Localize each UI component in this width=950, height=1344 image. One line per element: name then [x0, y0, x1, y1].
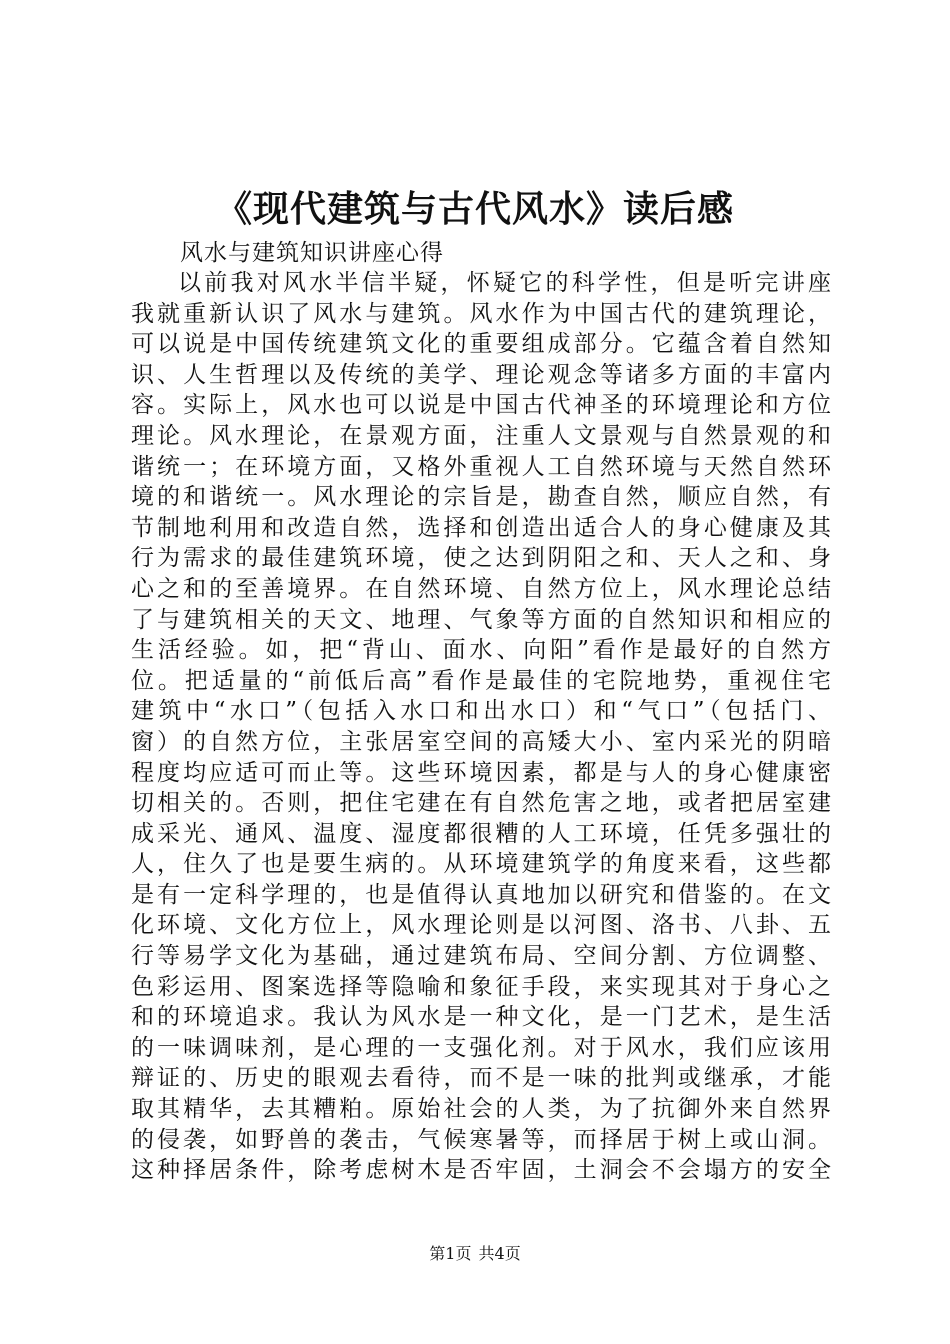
- body-line: 节制地利用和改造自然，选择和创造出适合人的身心健康及其: [131, 514, 831, 541]
- body-line: 辩证的、历史的眼观去看待，而不是一味的批判或继承，才能: [131, 1065, 831, 1092]
- body-line: 心之和的至善境界。在自然环境、自然方位上，风水理论总结: [131, 575, 831, 602]
- body-line: 了与建筑相关的天文、地理、气象等方面的自然知识和相应的: [131, 606, 831, 633]
- body-line: 建筑中“水口”（包括入水口和出水口）和“气口”（包括门、: [131, 698, 831, 725]
- document-title: 《现代建筑与古代风水》读后感: [215, 188, 734, 230]
- body-line: 的一味调味剂，是心理的一支强化剂。对于风水，我们应该用: [131, 1034, 831, 1061]
- body-line: 容。实际上，风水也可以说是中国古代神圣的环境理论和方位: [131, 392, 831, 419]
- body-line: 可以说是中国传统建筑文化的重要组成部分。它蕴含着自然知: [131, 331, 831, 358]
- body-line: 切相关的。否则，把住宅建在有自然危害之地，或者把居室建: [131, 790, 831, 817]
- body-line: 是有一定科学理的，也是值得认真地加以研究和借鉴的。在文: [131, 881, 831, 908]
- body-line: 境的和谐统一。风水理论的宗旨是，勘查自然，顺应自然，有: [131, 484, 831, 511]
- body-line: 行等易学文化为基础，通过建筑布局、空间分割、方位调整、: [131, 943, 831, 970]
- body-line: 识、人生哲理以及传统的美学、理论观念等诸多方面的丰富内: [131, 361, 831, 388]
- body-line: 化环境、文化方位上，风水理论则是以河图、洛书、八卦、五: [131, 912, 831, 939]
- body-line: 行为需求的最佳建筑环境，使之达到阴阳之和、天人之和、身: [131, 545, 831, 572]
- body-line: 和的环境追求。我认为风水是一种文化，是一门艺术，是生活: [131, 1004, 831, 1031]
- body-line: 谐统一；在环境方面，又格外重视人工自然环境与天然自然环: [131, 453, 831, 480]
- body-line: 理论。风水理论，在景观方面，注重人文景观与自然景观的和: [131, 422, 831, 449]
- body-line: 以前我对风水半信半疑，怀疑它的科学性，但是听完讲座: [178, 270, 831, 296]
- body-line: 取其精华，去其糟粕。原始社会的人类，为了抗御外来自然界: [131, 1096, 831, 1123]
- page-number: 第1页: [429, 1244, 472, 1263]
- page-footer: [0, 1243, 950, 1265]
- body-line: 位。把适量的“前低后高”看作是最佳的宅院地势，重视住宅: [131, 667, 831, 694]
- body-line: 人，住久了也是要生病的。从环境建筑学的角度来看，这些都: [131, 851, 831, 878]
- body-line: 这种择居条件，除考虑树木是否牢固，土洞会不会塌方的安全: [131, 1157, 831, 1184]
- document-subtitle: 风水与建筑知识讲座心得: [180, 240, 444, 266]
- body-line: 生活经验。如，把“背山、面水、向阳”看作是最好的自然方: [131, 637, 831, 664]
- page-total: 共4页: [478, 1244, 521, 1263]
- body-line: 程度均应适可而止等。这些环境因素，都是与人的身心健康密: [131, 759, 831, 786]
- body-line: 成采光、通风、温度、湿度都很糟的人工环境，任凭多强壮的: [131, 820, 831, 847]
- body-line: 窗）的自然方位，主张居室空间的高矮大小、室内采光的阴暗: [131, 728, 831, 755]
- body-line: 的侵袭，如野兽的袭击，气候寒暑等，而择居于树上或山洞。: [131, 1126, 831, 1153]
- body-line: 我就重新认识了风水与建筑。风水作为中国古代的建筑理论，: [131, 300, 831, 327]
- body-text: [131, 268, 831, 1186]
- body-line: 色彩运用、图案选择等隐喻和象征手段，来实现其对于身心之: [131, 973, 831, 1000]
